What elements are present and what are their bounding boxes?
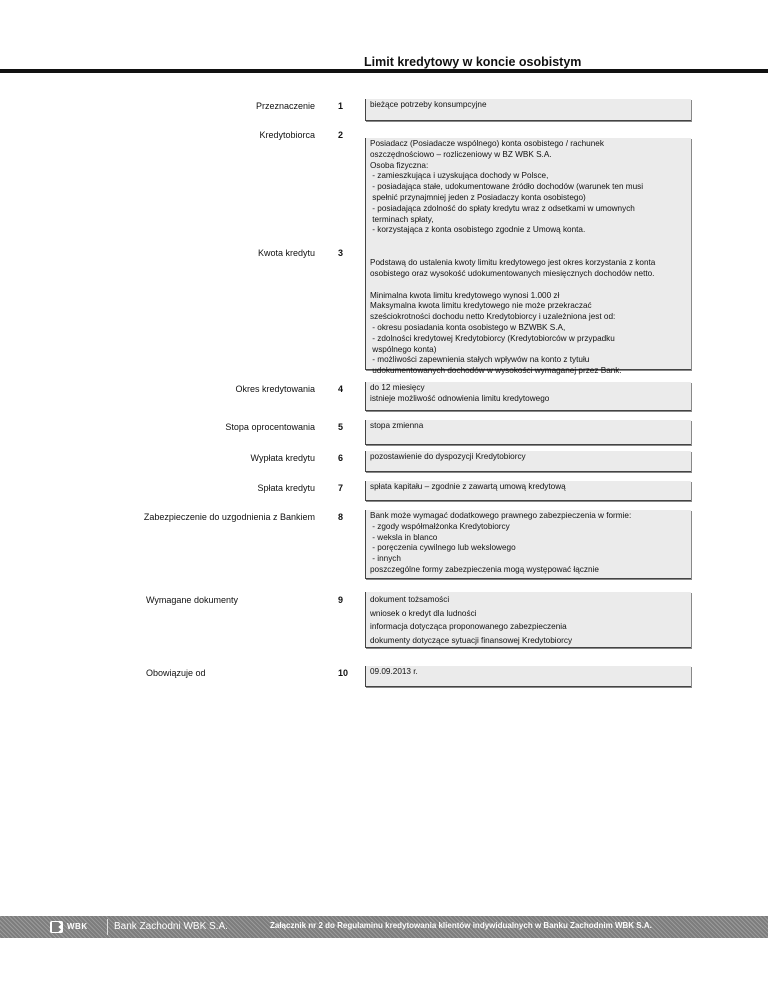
row-label: Spłata kredytu [257,483,315,493]
title-rule [0,69,768,73]
row-number: 6 [338,453,344,463]
row-value-line: stopa zmienna [370,421,424,430]
row-value-box [365,666,691,687]
row-value-line: - innych [370,554,401,564]
row-value-line: Bank może wymagać dodatkowego prawnego zabezpieczenia w formie: [370,511,632,520]
row-value-line: wniosek o kredyt dla ludności [370,608,477,618]
row-value-line: bieżące potrzeby konsumpcyjne [370,100,487,109]
row-value-line: oszczędnościowo – rozliczeniowy w BZ WBK S.A. [370,149,552,159]
bank-logo-icon [50,921,63,933]
row-value-line: Osoba fizyczna: [370,160,429,170]
row-label: Obowiązuje od [146,668,206,678]
row-value-line: terminach spłaty, [370,214,434,224]
row-value-line: - posiadająca stałe, udokumentowane źródło dochodów (warunek ten musi [370,182,644,192]
row-value-line: - zamieszkująca i uzyskująca dochody w Polsce, [370,171,549,181]
row-label: Wypłata kredytu [250,453,315,463]
row-value-line: - okresu posiadania konta osobistego w BZWBK S.A, [370,322,566,332]
row-value-line: pozostawienie do dyspozycji Kredytobiorcy [370,452,526,461]
row-number: 2 [338,130,344,140]
footer-separator [107,919,108,935]
row-value-line: wspólnego konta) [370,344,437,354]
row-value-box [365,592,691,648]
row-number: 5 [338,422,344,432]
row-label: Przeznaczenie [255,101,315,111]
row-value-line: do 12 miesięcy [370,383,425,392]
row-value-line: - zgody współmałżonka Kredytobiorcy [370,521,510,531]
row-label: Zabezpieczenie do uzgodnienia z Bankiem [143,512,315,522]
row-value-box [365,481,691,501]
row-value-line: Minimalna kwota limitu kredytowego wynosi 1.000 zł [370,290,560,300]
row-value-line: udokumentowanych dochodów w wysokości wymaganej przez Bank. [370,366,622,376]
row-value-line: Podstawą do ustalenia kwoty limitu kredytowego jest okres korzystania z konta [370,258,656,267]
row-number: 8 [338,512,344,522]
row-label: Kredytobiorca [259,130,315,140]
row-number: 10 [338,668,349,678]
row-label: Okres kredytowania [235,384,315,394]
row-value-line: - weksla in blanco [370,532,438,542]
row-value-line: - korzystająca z konta osobistego zgodnie z Umową konta. [370,225,586,235]
logo-text: WBK [67,922,88,931]
row-value-line: - poręczenia cywilnego lub wekslowego [370,543,516,553]
row-value-line: poszczególne formy zabezpieczenia mogą występować łącznie [370,564,599,574]
row-value-line: Maksymalna kwota limitu kredytowego nie może przekraczać [370,301,592,311]
row-value-line: istnieje możliwość odnowienia limitu kredytowego [370,393,550,403]
row-value-box [365,510,691,579]
row-value-line: - posiadająca zdolność do spłaty kredytu wraz z odsetkami w umownych [370,203,635,213]
bank-name: Bank Zachodni WBK S.A. [114,921,228,932]
row-value-box [365,420,691,445]
row-value-box [365,451,691,472]
row-label: Kwota kredytu [257,248,315,258]
row-value-line: spłata kapitału – zgodnie z zawartą umową kredytową [370,482,566,491]
row-value-line: spełnić przynajmniej jeden z Posiadaczy konta osobistego) [370,192,586,202]
row-value-line: dokumenty dotyczące sytuacji finansowej Kredytobiorcy [370,635,573,645]
row-number: 9 [338,595,344,605]
row-label: Stopa oprocentowania [225,422,315,432]
row-number: 4 [338,384,344,394]
row-value-box [365,382,691,411]
row-label: Wymagane dokumenty [146,595,238,605]
row-value-box [365,257,691,376]
row-number: 3 [338,248,344,258]
row-value-box [365,99,691,121]
row-value-line: dokument tożsamości [370,595,450,604]
row-value-line: - zdolności kredytowej Kredytobiorcy (Kredytobiorców w przypadku [370,333,615,343]
row-value-line: Posiadacz (Posiadacze wspólnego) konta osobistego / rachunek [370,139,604,148]
row-value-line: informacja dotycząca proponowanego zabezpieczenia [370,622,567,631]
row-value-line: sześciokrotności dochodu netto Kredytobiorcy i uzależniona jest od: [370,312,616,322]
row-value-line: - możliwości zapewnienia stałych wpływów na konto z tytułu [370,355,590,365]
row-value-box [365,138,691,258]
row-value-line: 09.09.2013 r. [370,667,418,676]
row-number: 7 [338,483,344,493]
page-title: Limit kredytowy w koncie osobistym [364,55,582,69]
footer-bar [0,916,768,938]
row-number: 1 [338,101,344,111]
row-value-line: osobistego oraz wysokość udokumentowanych miesięcznych dochodów netto. [370,268,655,278]
footer-note: Załącznik nr 2 do Regulaminu kredytowania klientów indywidualnych w Banku Zachodnim WBK S.A. [270,921,652,930]
